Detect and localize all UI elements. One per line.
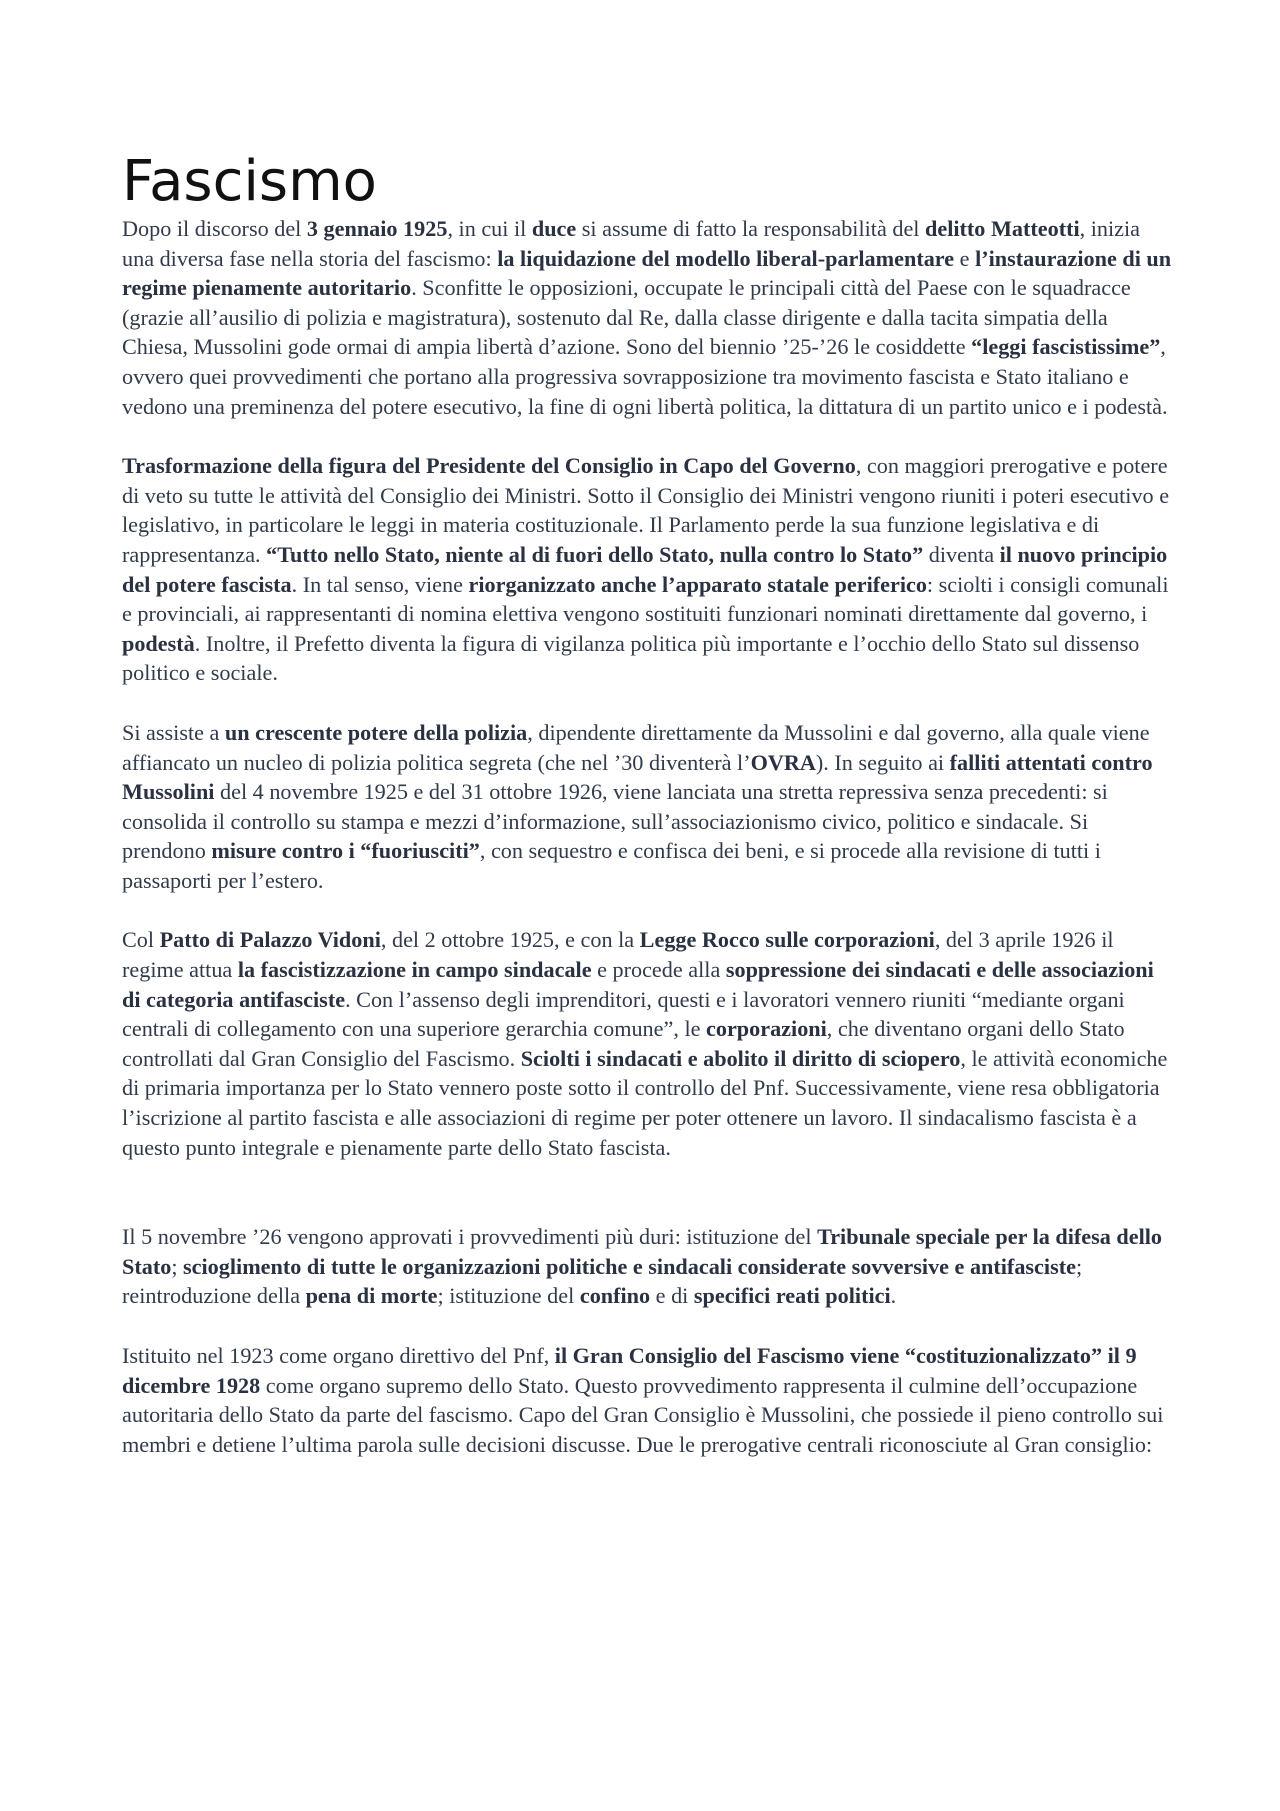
bold-text: Legge Rocco sulle corporazioni (639, 927, 935, 953)
text-run: ). In seguito ai (815, 749, 950, 775)
text-run: . (890, 1283, 897, 1309)
text-run: , che diventano organi dello Stato controllati dal Gran Consiglio del Fascismo. (122, 1016, 1125, 1071)
text-run: e (954, 245, 976, 271)
text-run: e procede alla (591, 957, 726, 983)
text-run: e di (650, 1283, 694, 1309)
text-run: ; reintroduzione della (122, 1253, 1083, 1309)
bold-text: la liquidazione del modello liberal-parlamentare (497, 245, 955, 271)
text-run: , le attività economiche di primaria importanza per lo Stato vennero poste sotto il controllo del Pnf. Successivamente, viene resa obbligatoria l’iscrizione al partito fascista e alle associazioni di regime per poter ottenere un lavoro. Il sindacalismo fascista è a questo punto integrale e pienamente parte dello Stato fascista. (122, 1045, 1168, 1160)
text-run: del 4 novembre 1925 e del 31 ottobre 1926, viene lanciata una stretta repressiva senza precedenti: si consolida il controllo su stampa e mezzi d’informazione, sull’associazionismo civico, politico e sindacale. Si prendono (122, 779, 1108, 864)
text-run: . Inoltre, il Prefetto diventa la figura di vigilanza politica più importante e l’occhio dello Stato sul dissenso politico e sociale. (122, 630, 1140, 686)
bold-text: l’instaurazione di un regime pienamente autoritario (122, 245, 1172, 301)
text-run: . In tal senso, viene (291, 571, 469, 597)
bold-text: soppressione dei sindacati e delle associazioni di categoria antifasciste (122, 957, 1154, 1012)
paragraph (122, 925, 1172, 1162)
bold-text: un crescente potere della polizia (224, 719, 528, 745)
text-run: : sciolti i consigli comunali e provinciali, ai rappresentanti di nomina elettiva vengono sostituiti funzionari nominati direttamente dal governo, i (122, 571, 1169, 627)
paragraph (122, 451, 1172, 688)
bold-text: Sciolti i sindacati e abolito il diritto di sciopero (520, 1045, 961, 1071)
text-run: . Con l’assenso degli imprenditori, questi e i lavoratori vennero riuniti “mediante organi centrali di collegamento con una superiore gerarchia comune”, le (122, 986, 1125, 1042)
document-page (122, 150, 1172, 1489)
bold-text: Patto di Palazzo Vidoni (159, 927, 381, 953)
text-run: Il 5 novembre ’26 vengono approvati i provvedimenti più duri: istituzione del (122, 1224, 818, 1250)
bold-text: il nuovo principio del potere fascista (122, 541, 1168, 597)
bold-text: scioglimento di tutte le organizzazioni politiche e sindacali considerate sovversive e antifasciste (183, 1253, 1076, 1279)
paragraph (122, 214, 1172, 421)
text-run: , con maggiori prerogative e potere di veto su tutte le attività del Consiglio dei Ministri. Sotto il Consiglio dei Ministri vengono riuniti i poteri esecutivo e legislativo, in particolare le leggi in materia costituzionale. Il Parlamento perde la sua funzione legislativa e di rappresentanza. (122, 453, 1170, 567)
text-run: , inizia una diversa fase nella storia del fascismo: (122, 216, 1141, 271)
text-run: ; istituzione del (437, 1283, 580, 1309)
text-run: , del 3 aprile 1926 il regime attua (122, 927, 1114, 983)
text-run: ; (171, 1253, 184, 1279)
bold-text: duce (531, 216, 577, 241)
bold-text: Tribunale speciale per la difesa dello Stato (122, 1224, 1162, 1279)
text-run: Istituito nel 1923 come organo direttivo del Pnf, (122, 1343, 555, 1368)
bold-text: Trasformazione della figura del Presidente del Consiglio in Capo del Governo (122, 453, 856, 479)
bold-text: riorganizzato anche l’apparato statale periferico (468, 571, 927, 597)
paragraph (122, 718, 1172, 896)
bold-text: la fascistizzazione in campo sindacale (237, 957, 592, 983)
bold-text: pena di morte (305, 1283, 438, 1309)
text-run: Si assiste a (122, 719, 225, 745)
text-run: , ovvero quei provvedimenti che portano alla progressiva sovrapposizione tra movimento fascista e Stato italiano e vedono una preminenza del potere esecutivo, la fine di ogni libertà politica, la dittatura di un partito unico e i podestà. (122, 334, 1168, 419)
text-run: Col (122, 927, 160, 953)
text-run: , in cui il (447, 216, 532, 241)
text-run: , del 2 ottobre 1925, e con la (380, 927, 640, 953)
bold-text: corporazioni (706, 1016, 827, 1042)
text-run: , con sequestro e confisca dei beni, e si procede alla revisione di tutti i passaporti per l’estero. (122, 838, 1101, 893)
bold-text: specifici reati politici (693, 1283, 891, 1309)
text-run: come organo supremo dello Stato. Questo provvedimento rappresenta il culmine dell’occupazione autoritaria dello Stato da parte del fascismo. Capo del Gran Consiglio è Mussolini, che possiede il pieno controllo sui membri e detiene l’ultima parola sulle decisioni discusse. Due le prerogative centrali riconosciute al Gran consiglio: (122, 1372, 1164, 1457)
bold-text: confino (579, 1283, 651, 1309)
text-run: diventa (923, 541, 1000, 567)
bold-text: “leggi fascistissime” (971, 334, 1161, 360)
page-title: Fascismo (122, 149, 377, 214)
bold-text: delitto Matteotti (925, 216, 1080, 241)
paragraph (122, 1341, 1172, 1459)
bold-text: “Tutto nello Stato, niente al di fuori dello Stato, nulla contro lo Stato” (266, 541, 924, 567)
paragraph (122, 1222, 1172, 1311)
bold-text: il Gran Consiglio del Fascismo viene “costituzionalizzato” il 9 dicembre 1928 (122, 1343, 1137, 1398)
bold-text: podestà (122, 630, 195, 656)
bold-text: OVRA (750, 749, 816, 775)
text-run: si assume di fatto la responsabilità del (576, 216, 926, 241)
bold-text: falliti attentati contro Mussolini (122, 749, 1153, 805)
bold-text: misure contro i “fuoriusciti” (211, 838, 480, 864)
text-run: Dopo il discorso del (122, 216, 307, 241)
bold-text: 3 gennaio 1925 (306, 216, 448, 241)
text-run: . Sconfitte le opposizioni, occupate le principali città del Paese con le squadracce (grazie all’ausilio di polizia e magistratura), sostenuto dal Re, dalla classe dirigente e dalla tacita simpatia della Chiesa, Mussolini gode ormai di ampia libertà d’azione. Sono del biennio ’25-’26 le cosiddette (122, 275, 1131, 360)
text-run: , dipendente direttamente da Mussolini e dal governo, alla quale viene affiancato un nucleo di polizia politica segreta (che nel ’30 diventerà l’ (122, 719, 1150, 775)
